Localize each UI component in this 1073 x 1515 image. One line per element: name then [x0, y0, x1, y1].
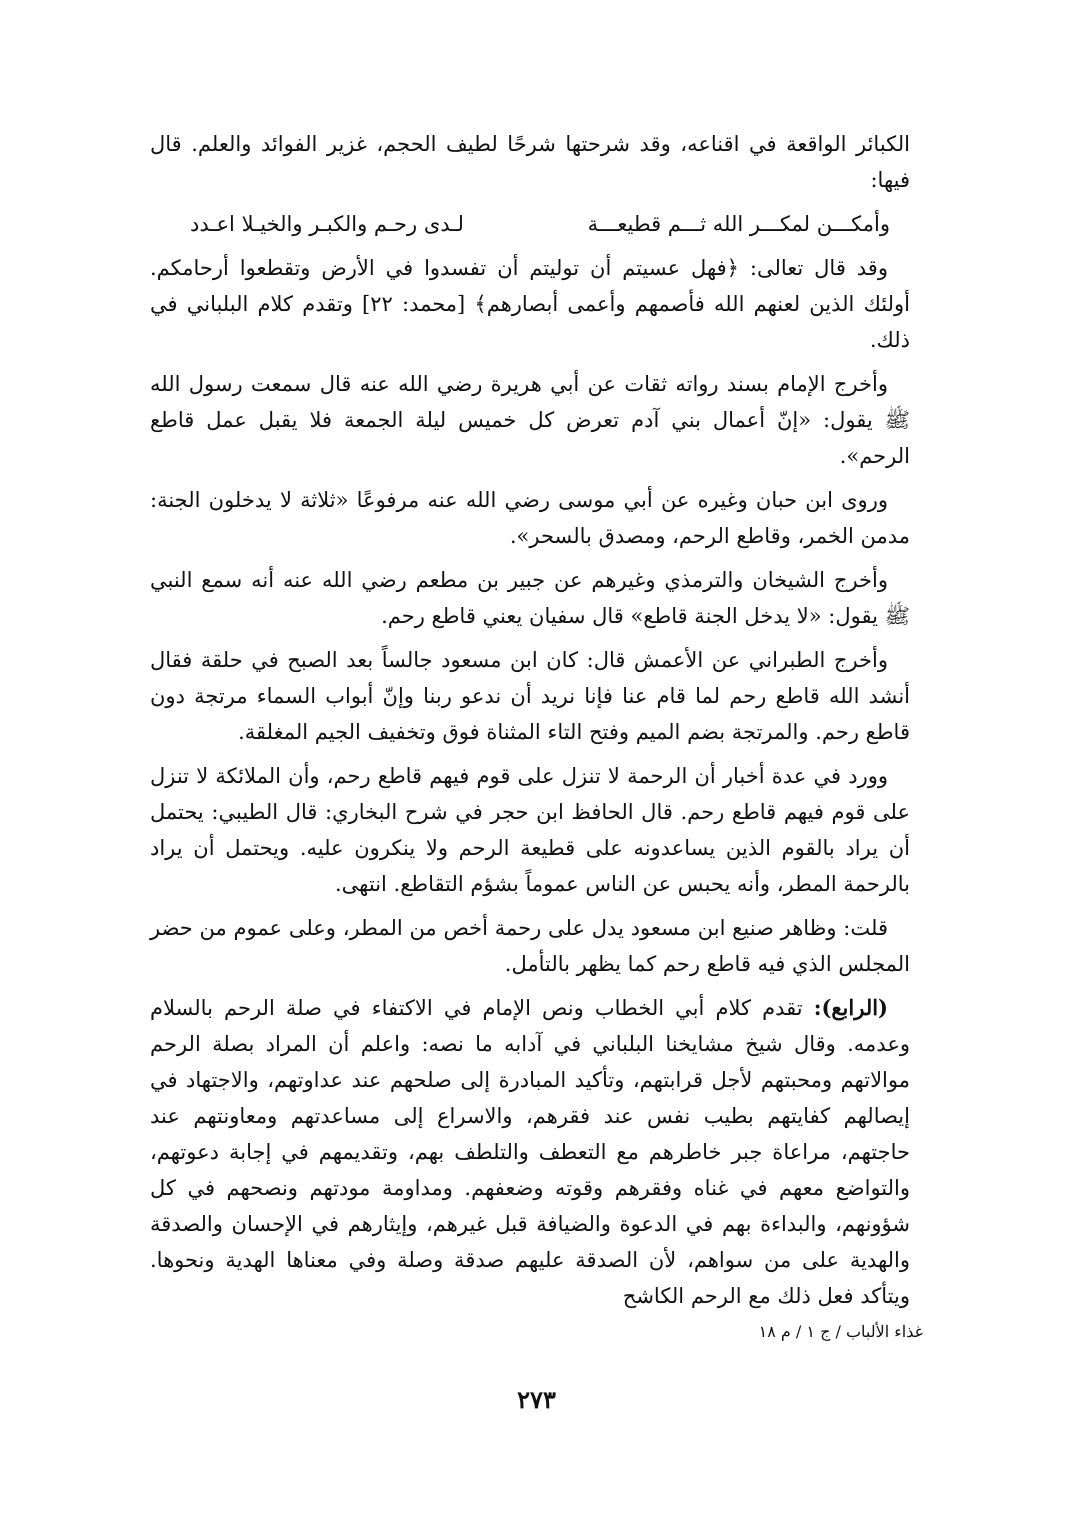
paragraph-4: وروى ابن حبان وغيره عن أبي موسى رضي الله عنه مرفوعًا «ثلاثة لا يدخلون الجنة: مدمن الخمر، وقاطع الرحم، ومصدق بالسحر».	[150, 488, 910, 548]
paragraph-1: الكبائر الواقعة في اقناعه، وقد شرحتها شرحًا لطيف الحجم، غزير الفوائد والعلم. قال فيها:	[150, 132, 910, 192]
paragraph-6: وأخرج الطبراني عن الأعمش قال: كان ابن مسعود جالساً بعد الصبح في حلقة فقال أنشد الله قاطع رحم لما قام عنا فإنا نريد أن ندعو ربنا وإنّ أبواب السماء مرتجة دون قاطع رحم. والمرتجة بضم الميم وفتح التاء المثناة فوق وتخفيف الجيم المغلقة.	[150, 648, 910, 744]
paragraph-5: وأخرج الشيخان والترمذي وغيرهم عن جبير بن مطعم رضي الله عنه أنه سمع النبي ﷺ يقول: «لا يدخل الجنة قاطع» قال سفيان يعني قاطع رحم.	[150, 568, 910, 628]
footer-signature: غذاء الألباب / ج ١ / م ١٨	[758, 1322, 923, 1341]
page-number: ٢٧٣	[517, 1385, 556, 1414]
section-label: (الرابع):	[813, 995, 888, 1020]
paragraph-3: وأخرج الإمام بسند رواته ثقات عن أبي هريرة رضي الله عنه قال سمعت رسول الله ﷺ يقول: «إنّ أعمال بني آدم تعرض كل خميس ليلة الجمعة فلا يقبل عمل قاطع الرحم».	[150, 372, 910, 468]
paragraph-9	[150, 990, 910, 1314]
paragraph-7: وورد في عدة أخبار أن الرحمة لا تنزل على قوم فيهم قاطع رحم، وأن الملائكة لا تنزل على قوم فيهم قاطع رحم. قال الحافظ ابن حجر في شرح البخاري: قال الطيبي: يحتمل أن يراد بالقوم الذين يساعدونه على قطيعة الرحم ولا ينكرون عليه. ويحتمل أن يراد بالرحمة المطر، وأنه يحبس عن الناس عموماً بشؤم التقاطع. انتهى.	[150, 764, 910, 896]
page-body	[150, 126, 910, 1322]
verse-first-hemistich: وأمكـــن لمكـــر الله ثـــم قطيعـــة	[587, 212, 890, 236]
poem-verse	[190, 206, 890, 242]
paragraph-8: قلت: وظاهر صنيع ابن مسعود يدل على رحمة أخص من المطر، وعلى عموم من حضر المجلس الذي فيه قاطع رحم كما يظهر بالتأمل.	[150, 916, 910, 976]
paragraph-9-text: تقدم كلام أبي الخطاب ونص الإمام في الاكتفاء في صلة الرحم بالسلام وعدمه. وقال شيخ مشايخنا البلباني في آدابه ما نصه: واعلم أن المراد بصلة الرحم موالاتهم ومحبتهم لأجل قرابتهم، وتأكيد المبادرة إلى صلحهم عند عداوتهم، والاجتهاد في إيصالهم كفايتهم بطيب نفس عند فقرهم، والاسراع إلى مساعدتهم ومعاونتهم عند حاجتهم، مراعاة جبر خاطرهم مع التعطف والتلطف بهم، وتقديمهم في إجابة دعوتهم، والتواضع معهم في غناه وفقرهم وقوته وضعفهم. ومداومة مودتهم ونصحهم في كل شؤونهم، والبداءة بهم في الدعوة والضيافة قبل غيرهم، وإيثارهم في الإحسان والصدقة والهدية على من سواهم، لأن الصدقة عليهم صدقة وصلة وفي معناها الهدية ونحوها. ويتأكد فعل ذلك مع الرحم الكاشح	[150, 996, 911, 1308]
paragraph-2: وقد قال تعالى: ﴿فهل عسيتم أن توليتم أن تفسدوا في الأرض وتقطعوا أرحامكم. أولئك الذين لعنهم الله فأصمهم وأعمى أبصارهم﴾ [محمد: ٢٢] وتقدم كلام البلباني في ذلك.	[150, 256, 910, 352]
verse-second-hemistich: لـدى رحـم والكبـر والخيـلا اعـدد	[190, 212, 464, 236]
